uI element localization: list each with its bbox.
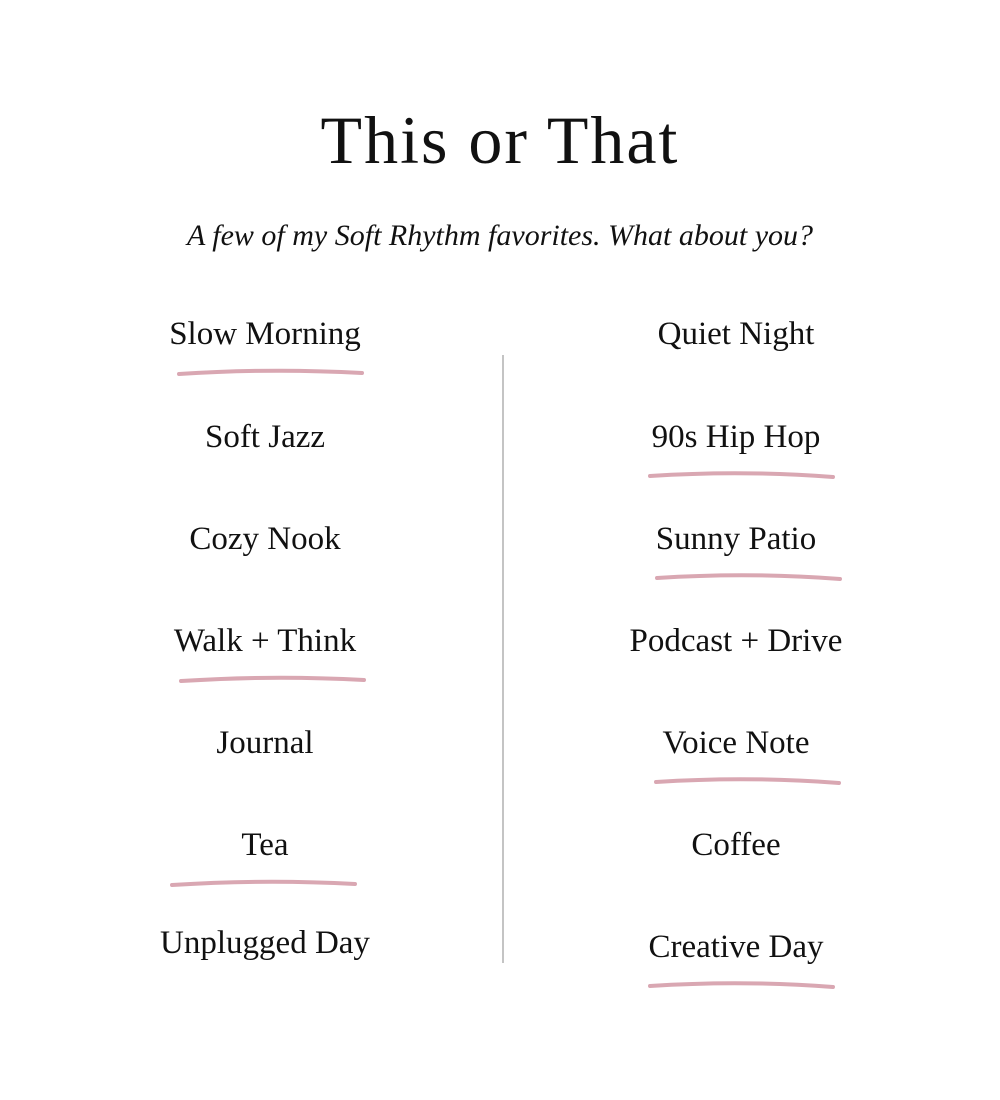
selected-underline-2 bbox=[647, 469, 837, 481]
choice-right-3[interactable]: Sunny Patio bbox=[655, 521, 817, 557]
center-divider bbox=[502, 355, 504, 963]
choice-left-7[interactable]: Unplugged Day bbox=[160, 925, 370, 961]
choice-right-4[interactable]: Podcast + Drive bbox=[629, 623, 843, 659]
selected-underline-3 bbox=[654, 571, 844, 583]
selected-underline-4 bbox=[178, 673, 368, 685]
choice-left-4[interactable]: Walk + Think bbox=[173, 623, 357, 659]
selected-underline-1 bbox=[176, 366, 366, 378]
choice-left-1[interactable]: Slow Morning bbox=[169, 316, 361, 352]
choice-left-6[interactable]: Tea bbox=[241, 827, 289, 863]
choice-right-6[interactable]: Coffee bbox=[691, 827, 781, 863]
choice-left-2[interactable]: Soft Jazz bbox=[204, 419, 326, 455]
selected-underline-6 bbox=[169, 877, 359, 889]
choice-left-3[interactable]: Cozy Nook bbox=[189, 521, 341, 557]
choice-right-7[interactable]: Creative Day bbox=[648, 929, 824, 965]
choice-left-5[interactable]: Journal bbox=[216, 725, 314, 761]
page-subtitle: A few of my Soft Rhythm favorites. What about you? bbox=[186, 219, 814, 252]
choice-right-1[interactable]: Quiet Night bbox=[657, 316, 815, 352]
selected-underline-5 bbox=[653, 775, 843, 787]
choice-right-5[interactable]: Voice Note bbox=[662, 725, 810, 761]
page-title: This or That bbox=[320, 102, 680, 178]
selected-underline-7 bbox=[647, 979, 837, 991]
choice-right-2[interactable]: 90s Hip Hop bbox=[651, 419, 821, 455]
